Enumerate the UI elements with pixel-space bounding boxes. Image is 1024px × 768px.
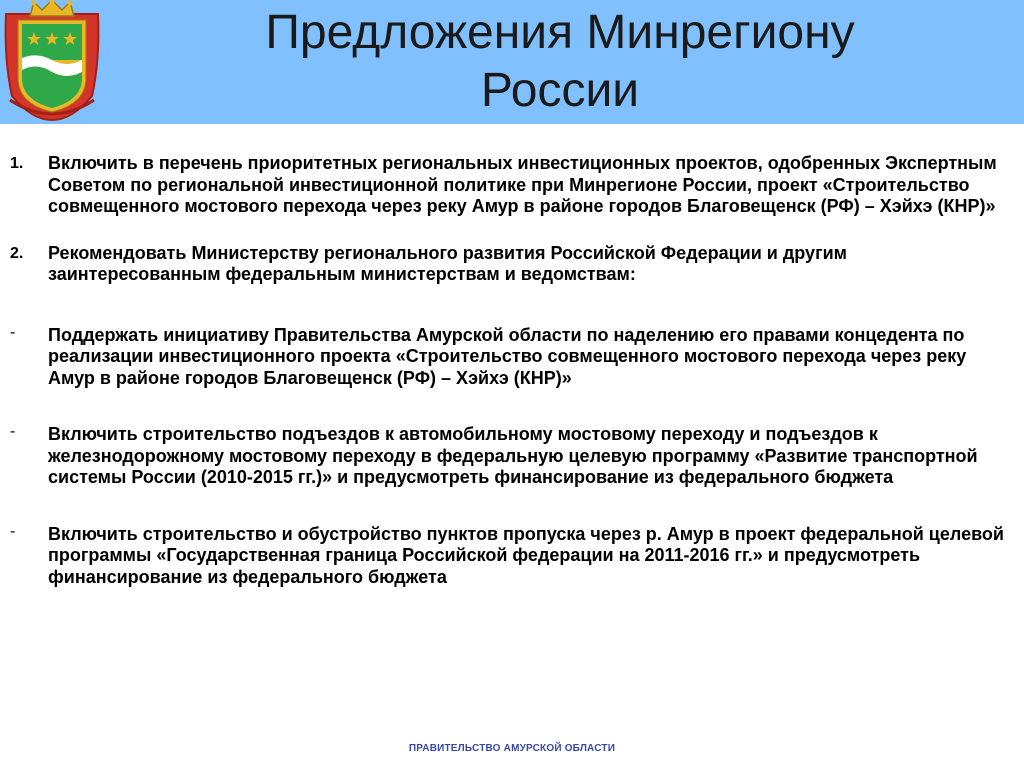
page-title: [150, 4, 970, 120]
footer-organization: ПРАВИТЕЛЬСТВО АМУРСКОЙ ОБЛАСТИ: [408, 743, 616, 754]
proposals-list: [10, 153, 1014, 588]
list-item: [10, 524, 1014, 589]
title-line-2: России: [480, 64, 640, 117]
header-banner: [0, 0, 1024, 124]
title-line-1: Предложения Минрегиону: [265, 6, 855, 59]
list-marker: 2.: [10, 244, 24, 262]
list-item-text: Включить строительство и обустройство пунктов пропуска через р. Амур в проект федеральной целевой программы «Государственная граница Российской федерации на 2011-2016 гг.» и предусмотреть финансирование из федерального бюджета: [48, 523, 1004, 587]
list-item-text: Включить строительство подъездов к автомобильному мостовому переходу и подъездов к железнодорожному мостовому переходу в федеральную целевую программу «Развитие транспортной системы России (2010-2015 гг.)» и предусмотреть финансирование из федерального бюджета: [48, 424, 978, 487]
list-marker: -: [10, 323, 16, 341]
list-item: [10, 325, 1014, 390]
list-item: [10, 243, 1014, 286]
list-marker: 1.: [10, 155, 24, 172]
list-marker: -: [10, 522, 16, 540]
list-item: [10, 424, 1014, 489]
list-marker: -: [10, 423, 16, 440]
list-item-text: Включить в перечень приоритетных региональных инвестиционных проектов, одобренных Экспертным Советом по региональной инвестиционной политике при Минрегионе России, проект «Строительство совмещенного мостового перехода через реку Амур в районе городов Благовещенск (РФ) – Хэйхэ (КНР)»: [48, 153, 997, 216]
list-item-text: Поддержать инициативу Правительства Амурской области по наделению его правами концедента по реализации инвестиционного проекта «Строительство совмещенного мостового перехода через реку Амур в районе городов Благовещенск (РФ) – Хэйхэ (КНР)»: [48, 324, 967, 388]
amur-coat-of-arms-icon: [2, 0, 102, 122]
list-item-text: Рекомендовать Министерству регионального развития Российской Федерации и другим заинтересованным федеральным министерствам и ведомствам:: [48, 242, 847, 284]
list-item: [10, 153, 1014, 218]
